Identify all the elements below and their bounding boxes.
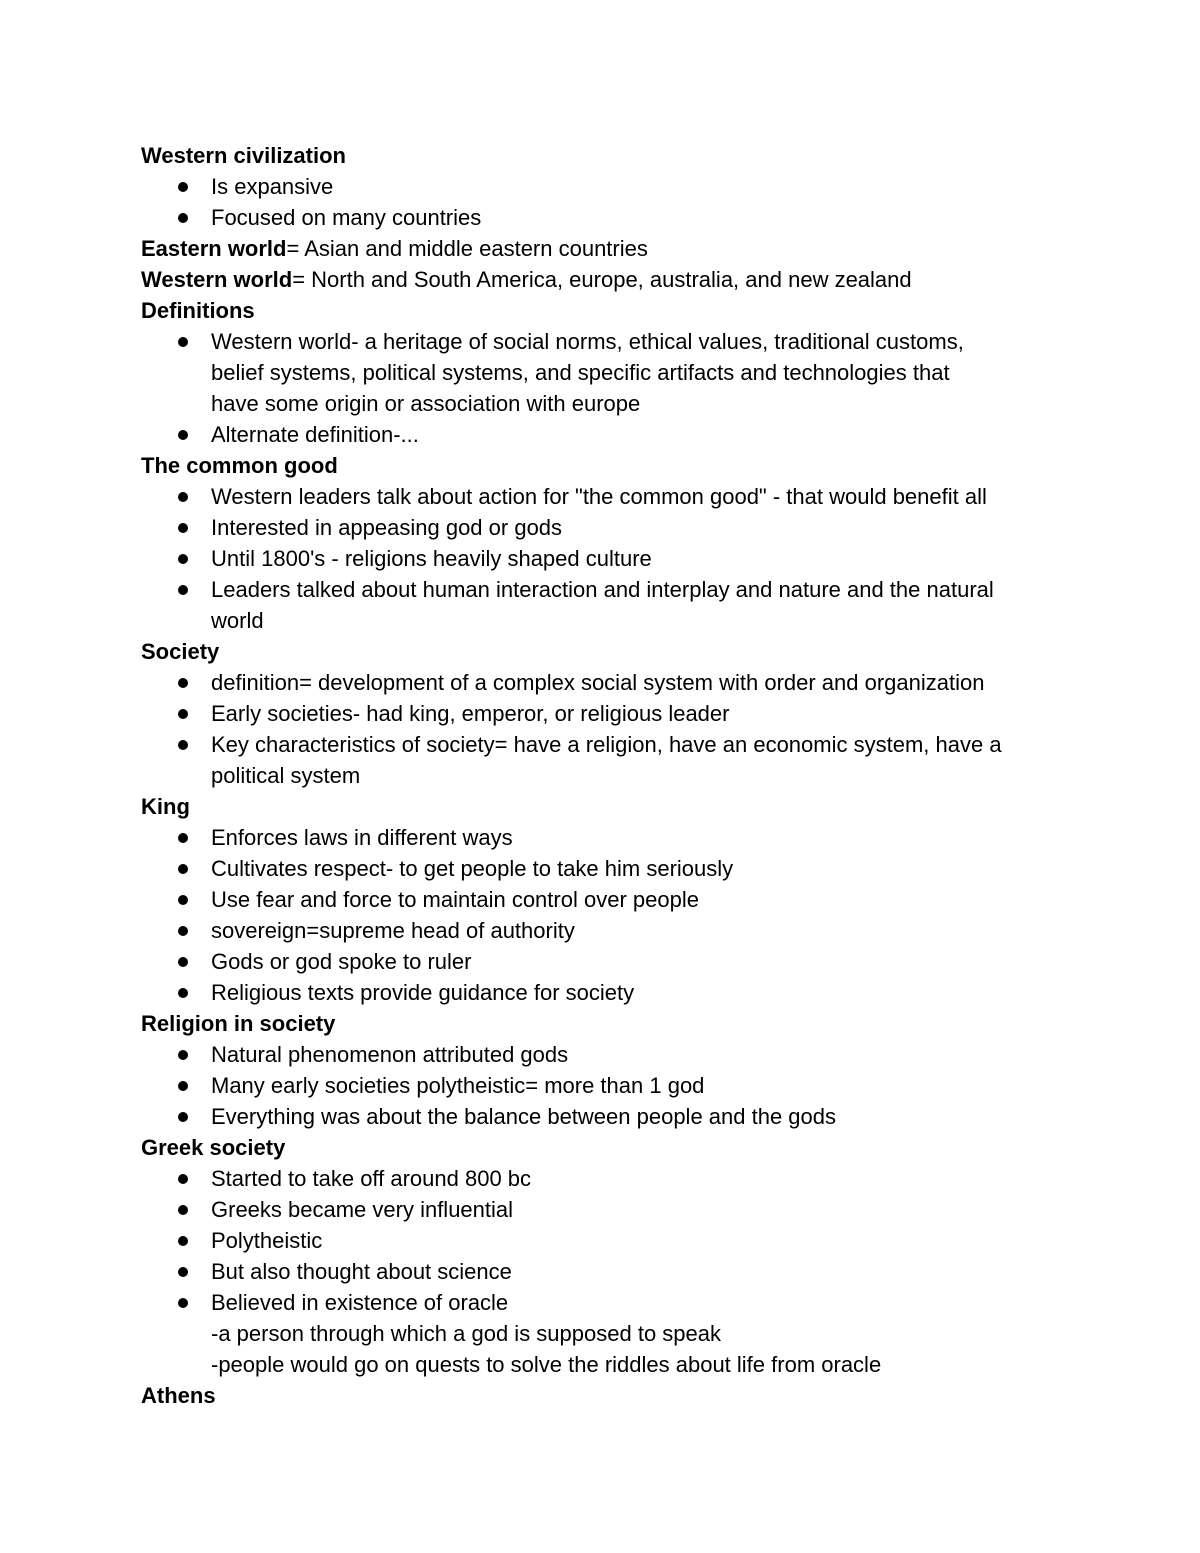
western-world-line [141, 264, 1081, 295]
list-item: Early societies- had king, emperor, or religious leader [211, 698, 1081, 729]
eastern-world-text: = Asian and middle eastern countries [286, 236, 648, 261]
western-civilization-list [141, 171, 1081, 233]
bullet-icon [178, 1205, 188, 1215]
list-item: Western world- a heritage of social norms, ethical values, traditional customs, belief systems, political systems, and specific artifacts and technologies that have some origin or association with europe [211, 326, 1081, 419]
list-item: Focused on many countries [211, 202, 1081, 233]
bullet-icon [178, 957, 188, 967]
list-item: Religious texts provide guidance for society [211, 977, 1081, 1008]
list-item: But also thought about science [211, 1256, 1081, 1287]
bullet-icon [178, 926, 188, 936]
society-list [141, 667, 1081, 791]
heading-greek-society: Greek society [141, 1135, 286, 1160]
list-item: Use fear and force to maintain control over people [211, 884, 1081, 915]
list-item: Polytheistic [211, 1225, 1081, 1256]
heading-western-civilization: Western civilization [141, 143, 346, 168]
heading-athens: Athens [141, 1383, 216, 1408]
bullet-icon [178, 585, 188, 595]
list-item: Gods or god spoke to ruler [211, 946, 1081, 977]
bullet-icon [178, 182, 188, 192]
definitions-list [141, 326, 1081, 450]
bullet-icon [178, 1112, 188, 1122]
bullet-icon [178, 337, 188, 347]
heading-religion-in-society: Religion in society [141, 1011, 336, 1036]
bullet-icon [178, 1298, 188, 1308]
heading-definitions: Definitions [141, 298, 255, 323]
greek-list [141, 1163, 1081, 1318]
list-item: Enforces laws in different ways [211, 822, 1081, 853]
heading-society: Society [141, 639, 220, 664]
list-item: definition= development of a complex social system with order and organization [211, 667, 1081, 698]
list-item: sovereign=supreme head of authority [211, 915, 1081, 946]
list-item: Interested in appeasing god or gods [211, 512, 1081, 543]
bullet-icon [178, 864, 188, 874]
bullet-icon [178, 1174, 188, 1184]
list-item: Key characteristics of society= have a religion, have an economic system, have a political system [211, 729, 1081, 791]
list-item: Western leaders talk about action for "the common good" - that would benefit all [211, 481, 1081, 512]
bullet-icon [178, 833, 188, 843]
list-item: Alternate definition-... [211, 419, 1081, 450]
list-item: Is expansive [211, 171, 1081, 202]
list-item: Natural phenomenon attributed gods [211, 1039, 1081, 1070]
bullet-icon [178, 1050, 188, 1060]
oracle-sub-line: -people would go on quests to solve the riddles about life from oracle [211, 1352, 882, 1377]
king-list [141, 822, 1081, 1008]
bullet-icon [178, 1081, 188, 1091]
list-item: Greeks became very influential [211, 1194, 1081, 1225]
heading-king: King [141, 794, 190, 819]
oracle-sub-line: -a person through which a god is supposed to speak [211, 1321, 721, 1346]
western-world-text: = North and South America, europe, australia, and new zealand [292, 267, 912, 292]
bullet-icon [178, 523, 188, 533]
bullet-icon [178, 492, 188, 502]
bullet-icon [178, 895, 188, 905]
bullet-icon [178, 213, 188, 223]
bullet-icon [178, 678, 188, 688]
list-item: Started to take off around 800 bc [211, 1163, 1081, 1194]
bullet-icon [178, 740, 188, 750]
heading-common-good: The common good [141, 453, 338, 478]
bullet-icon [178, 1267, 188, 1277]
list-item: Everything was about the balance between people and the gods [211, 1101, 1081, 1132]
list-item: Many early societies polytheistic= more than 1 god [211, 1070, 1081, 1101]
list-item: Leaders talked about human interaction and interplay and nature and the natural world [211, 574, 1081, 636]
bullet-icon [178, 988, 188, 998]
list-item: Believed in existence of oracle [211, 1287, 1081, 1318]
bullet-icon [178, 430, 188, 440]
bullet-icon [178, 709, 188, 719]
list-item: Cultivates respect- to get people to take him seriously [211, 853, 1081, 884]
bullet-icon [178, 1236, 188, 1246]
notes-content [141, 140, 1081, 1411]
western-world-label: Western world [141, 267, 293, 292]
religion-list [141, 1039, 1081, 1132]
eastern-world-line [141, 233, 1081, 264]
eastern-world-label: Eastern world [141, 236, 287, 261]
list-item: Until 1800's - religions heavily shaped culture [211, 543, 1081, 574]
bullet-icon [178, 554, 188, 564]
common-good-list [141, 481, 1081, 636]
